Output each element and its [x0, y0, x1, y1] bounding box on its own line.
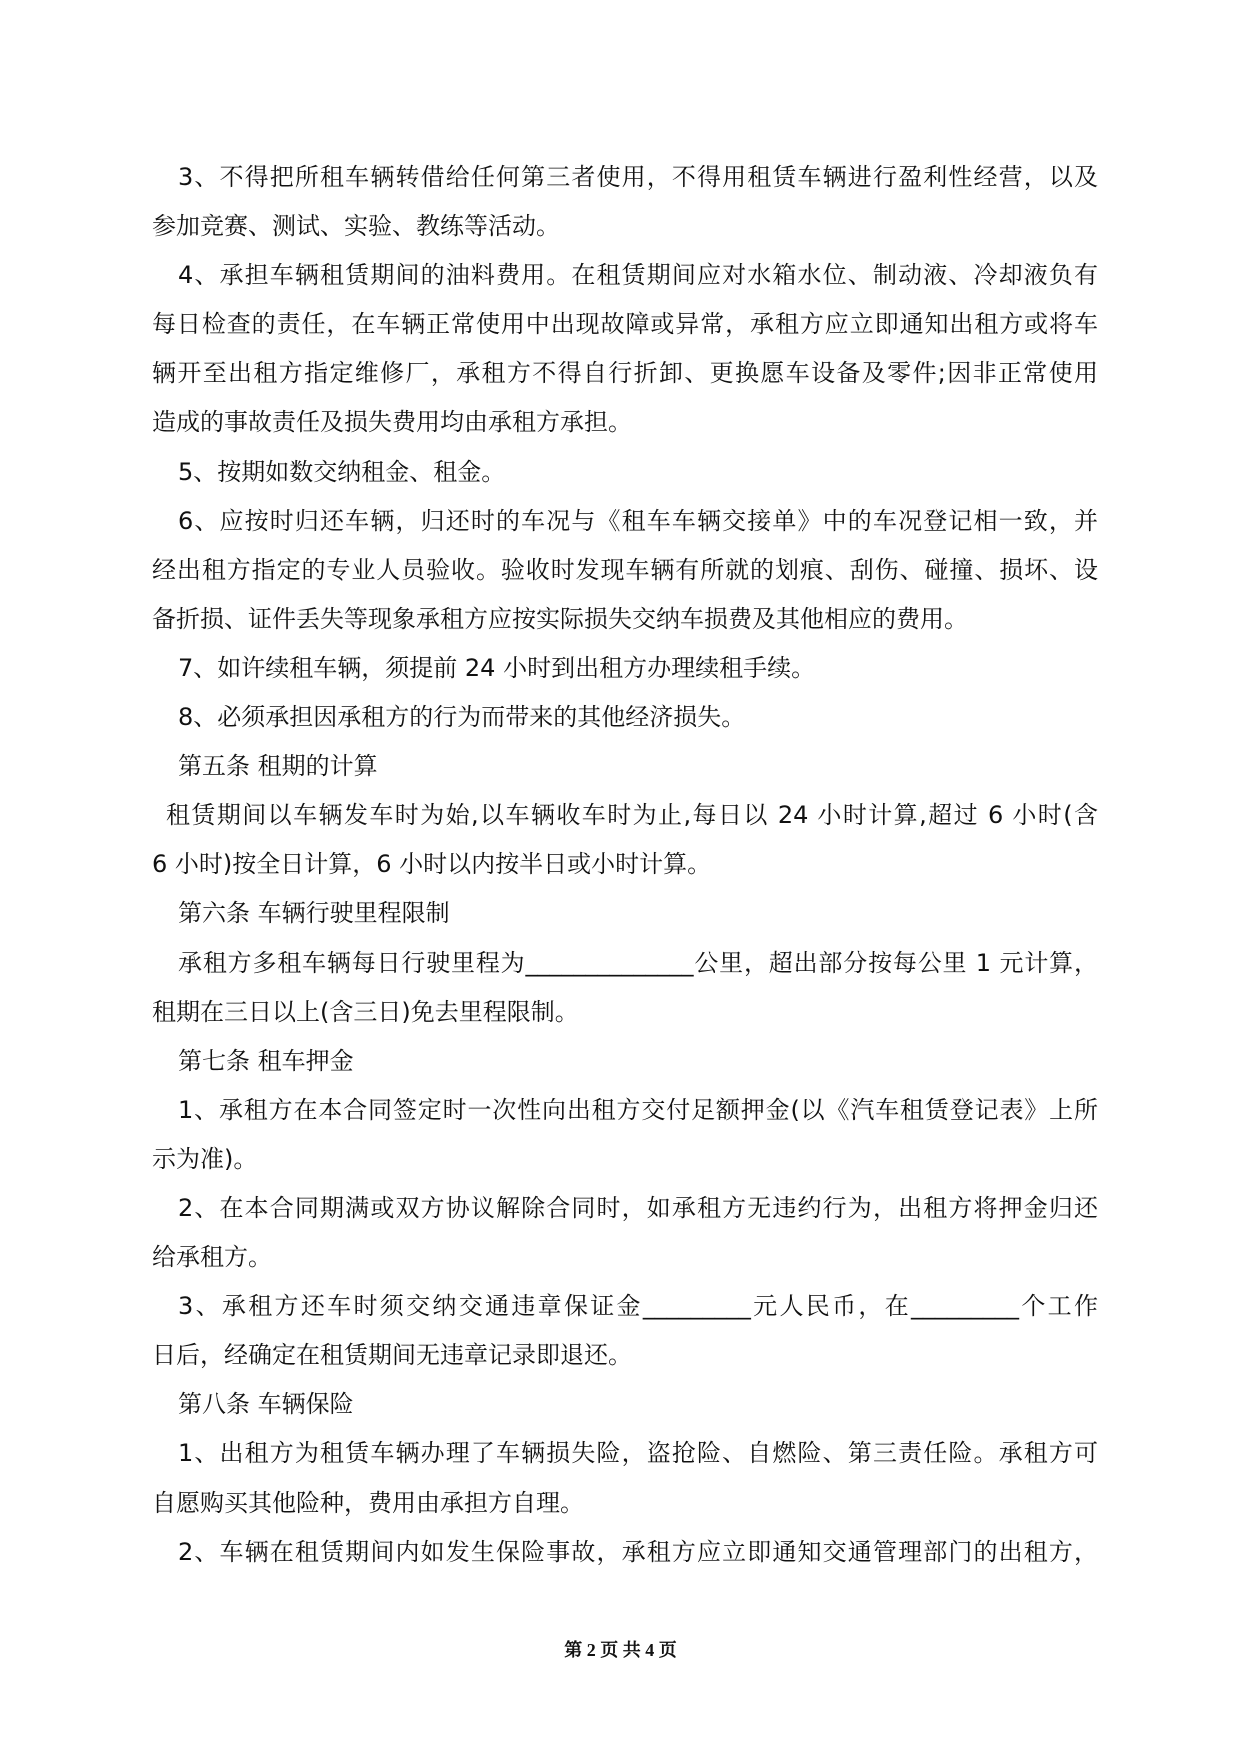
- clause-line: 2、车辆在租赁期间内如发生保险事故，承租方应立即通知交通管理部门的出租方，: [178, 1537, 1098, 1566]
- clause-line: 承租方多租车辆每日行驶里程为______________公里，超出部分按每公里 1 元计算，: [178, 948, 1098, 977]
- clause-line: 示为准)。: [152, 1144, 258, 1173]
- clause-line: 1、出租方为租赁车辆办理了车辆损失险，盗抢险、自燃险、第三责任险。承租方可: [178, 1439, 1098, 1468]
- clause-line: 自愿购买其他险种，费用由承担方自理。: [152, 1488, 584, 1517]
- clause-line: 5、按期如数交纳租金、租金。: [178, 457, 506, 486]
- clause-line: 辆开至出租方指定维修厂，承租方不得自行折卸、更换愿车设备及零件;因非正常使用: [152, 359, 1098, 388]
- clause-line: 3、承租方还车时须交纳交通违章保证金_________元人民币，在_________个工作: [178, 1292, 1098, 1321]
- section-heading: 第六条 车辆行驶里程限制: [178, 899, 450, 928]
- clause-line: 租赁期间以车辆发车时为始,以车辆收车时为止,每日以 24 小时计算,超过 6 小时(含: [166, 801, 1098, 830]
- clause-line: 4、承担车辆租赁期间的油料费用。在租赁期间应对水箱水位、制动液、冷却液负有: [178, 261, 1098, 290]
- clause-line: 2、在本合同期满或双方协议解除合同时，如承租方无违约行为，出租方将押金归还: [178, 1193, 1098, 1222]
- document-body: [152, 153, 1098, 1577]
- clause-line: 8、必须承担因承租方的行为而带来的其他经济损失。: [178, 703, 746, 732]
- section-heading: 第七条 租车押金: [178, 1046, 354, 1075]
- clause-line: 7、如许续租车辆，须提前 24 小时到出租方办理续租手续。: [178, 653, 816, 682]
- clause-line: 每日检查的责任，在车辆正常使用中出现故障或异常，承租方应立即通知出租方或将车: [152, 310, 1098, 339]
- clause-line: 造成的事故责任及损失费用均由承租方承担。: [152, 408, 632, 437]
- clause-line: 经出租方指定的专业人员验收。验收时发现车辆有所就的划痕、刮伤、碰撞、损坏、设: [152, 555, 1098, 584]
- clause-line: 6 小时)按全日计算，6 小时以内按半日或小时计算。: [152, 850, 712, 879]
- clause-line: 租期在三日以上(含三日)免去里程限制。: [152, 997, 579, 1026]
- clause-line: 参加竞赛、测试、实验、教练等活动。: [152, 212, 560, 241]
- section-heading: 第五条 租期的计算: [178, 752, 378, 781]
- clause-line: 备折损、证件丢失等现象承租方应按实际损失交纳车损费及其他相应的费用。: [152, 604, 968, 633]
- clause-line: 1、承租方在本合同签定时一次性向出租方交付足额押金(以《汽车租赁登记表》上所: [178, 1095, 1098, 1124]
- page-number-footer: 第 2 页 共 4 页: [564, 1640, 677, 1660]
- section-heading: 第八条 车辆保险: [178, 1390, 354, 1419]
- clause-line: 给承租方。: [152, 1243, 272, 1272]
- clause-line: 日后，经确定在租赁期间无违章记录即退还。: [152, 1341, 632, 1370]
- clause-line: 3、不得把所租车辆转借给任何第三者使用，不得用租赁车辆进行盈利性经营，以及: [178, 163, 1098, 191]
- clause-line: 6、应按时归还车辆，归还时的车况与《租车车辆交接单》中的车况登记相一致，并: [178, 506, 1098, 535]
